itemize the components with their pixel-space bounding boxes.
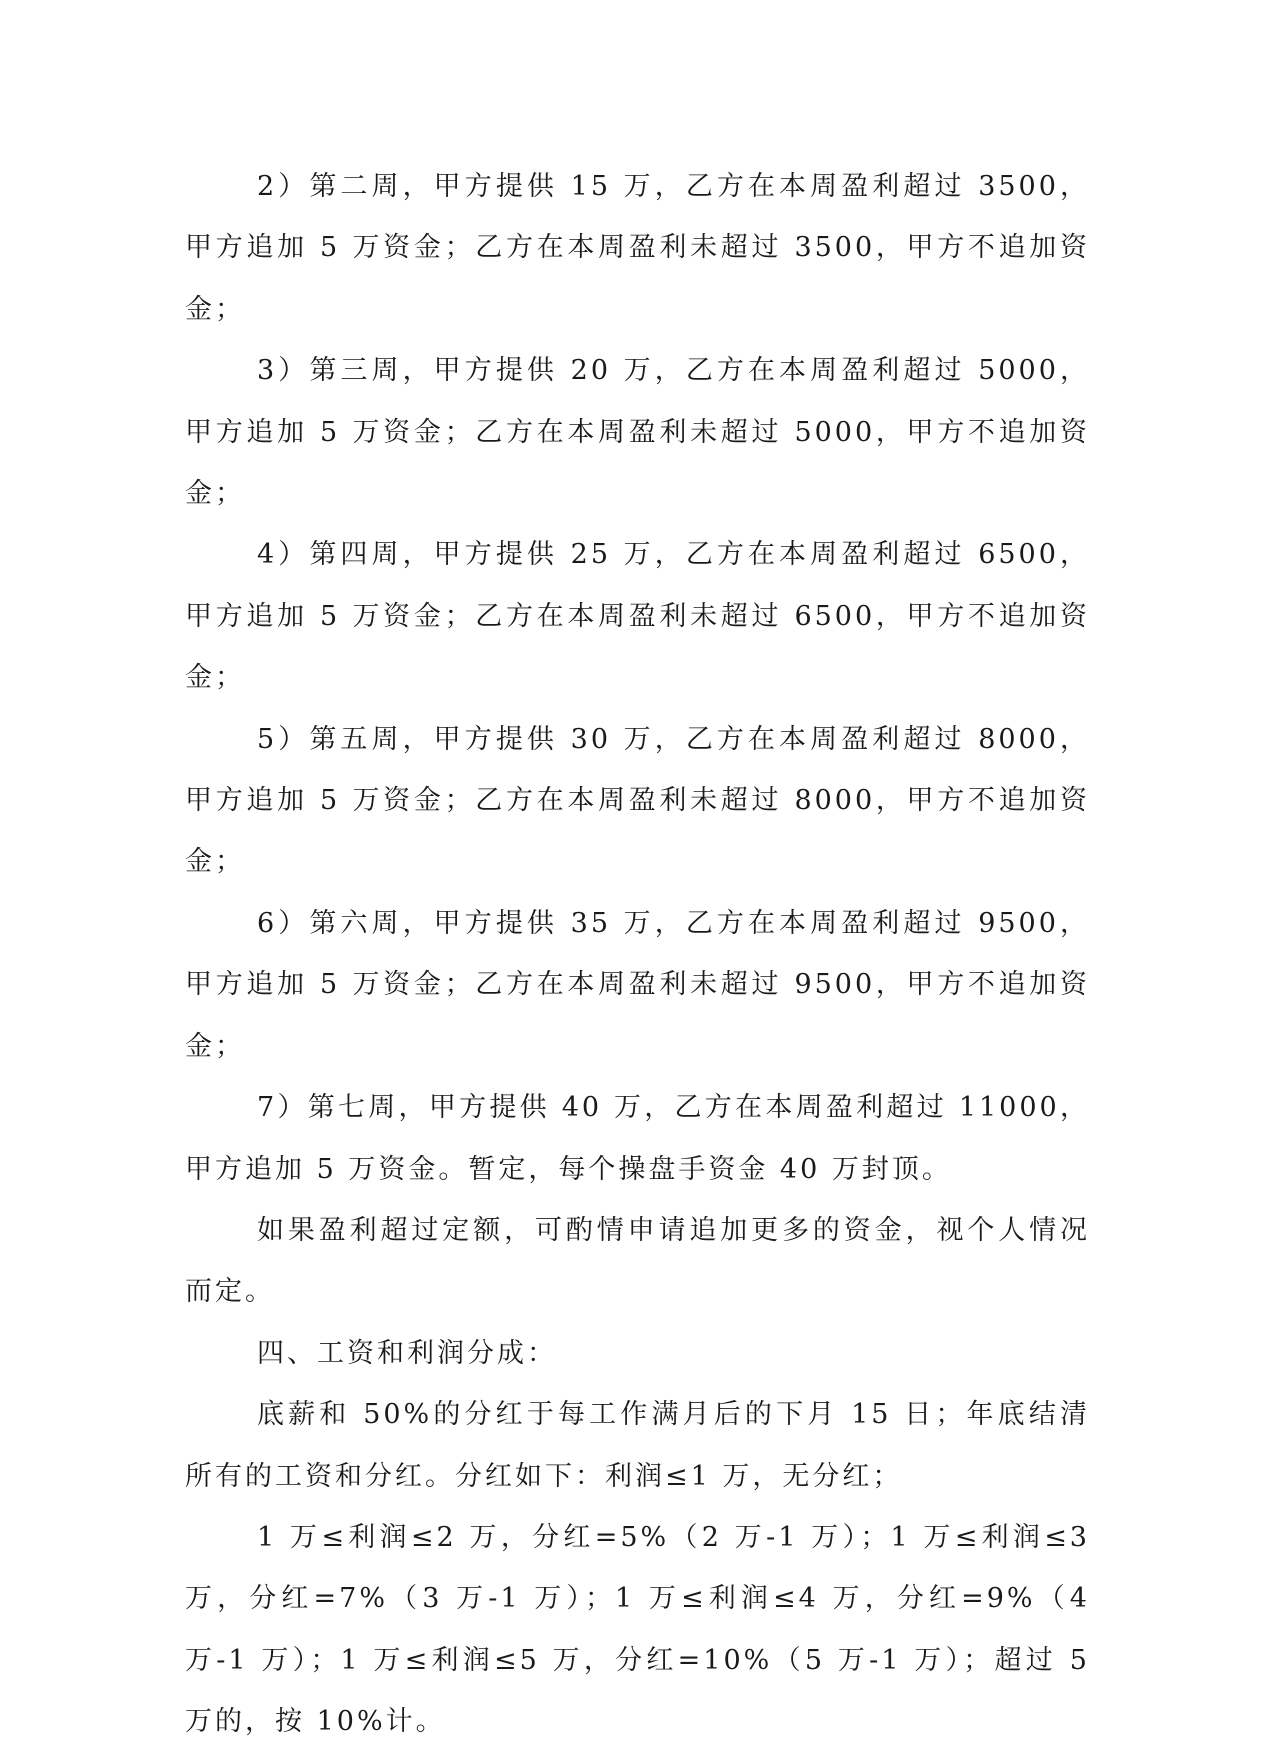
paragraph-week-2: 2）第二周，甲方提供 15 万，乙方在本周盈利超过 3500，甲方追加 5 万资金；乙方在本周盈利未超过 3500，甲方不追加资金； [185,171,1090,325]
paragraph-week-3: 3）第三周，甲方提供 20 万，乙方在本周盈利超过 5000，甲方追加 5 万资金；乙方在本周盈利未超过 5000，甲方不追加资金； [185,355,1090,510]
paragraph-week-5: 5）第五周，甲方提供 30 万，乙方在本周盈利超过 8000，甲方追加 5 万资金；乙方在本周盈利未超过 8000，甲方不追加资金； [185,723,1090,878]
paragraph-week-6: 6）第六周，甲方提供 35 万，乙方在本周盈利超过 9500，甲方追加 5 万资金；乙方在本周盈利未超过 9500，甲方不追加资金； [185,907,1090,1062]
document-body [185,156,1090,1753]
paragraph-week-4: 4）第四周，甲方提供 25 万，乙方在本周盈利超过 6500，甲方追加 5 万资金；乙方在本周盈利未超过 6500，甲方不追加资金； [185,539,1090,694]
section-heading-salary: 四、工资和利润分成： [257,1337,557,1369]
paragraph-week-7: 7）第七周，甲方提供 40 万，乙方在本周盈利超过 11000，甲方追加 5 万资金。暂定，每个操盘手资金 40 万封顶。 [185,1092,1090,1185]
paragraph-dividend-tiers: 1 万≤利润≤2 万，分红=5%（2 万-1 万）；1 万≤利润≤3 万，分红=7%（3 万-1 万）；1 万≤利润≤4 万，分红=9%（4 万-1 万）；1 万≤利润≤5 万，分红=10%（5 万-1 万）；超过 5 万的，按 10%计。 [185,1521,1090,1738]
paragraph-salary-dividend: 底薪和 50%的分红于每工作满月后的下月 15 日；年底结清所有的工资和分红。分红如下：利润≤1 万，无分红； [185,1399,1090,1492]
paragraph-extra-funding: 如果盈利超过定额，可酌情申请追加更多的资金，视个人情况而定。 [185,1214,1090,1308]
